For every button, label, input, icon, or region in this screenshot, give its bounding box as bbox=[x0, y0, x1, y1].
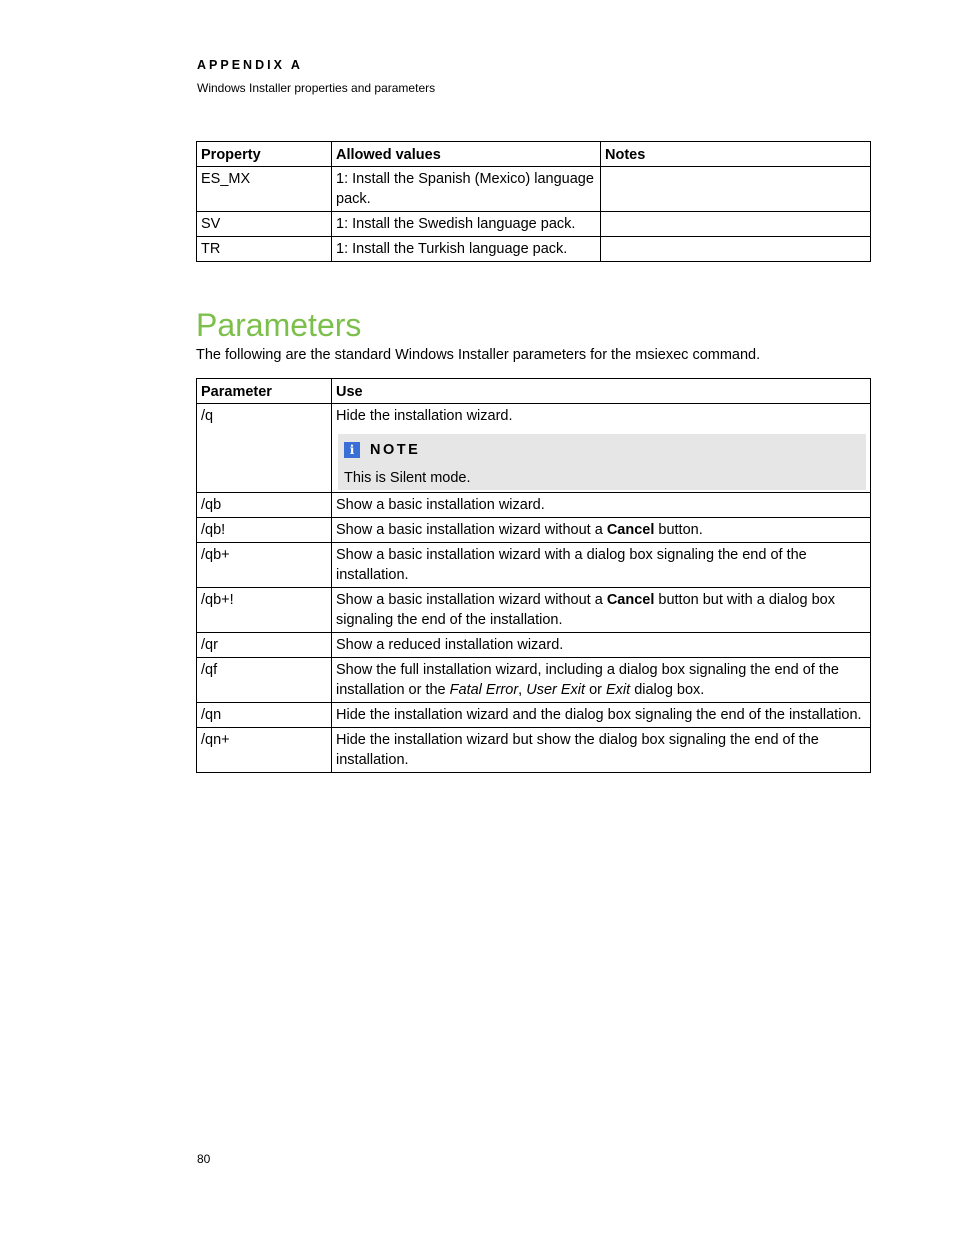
parameter-name: /qn+ bbox=[197, 728, 332, 773]
parameter-name: /qn bbox=[197, 703, 332, 728]
note-header bbox=[344, 440, 860, 460]
exit-term: Exit bbox=[606, 682, 631, 698]
page-number: 80 bbox=[197, 1152, 211, 1166]
parameter-use bbox=[332, 404, 871, 493]
info-icon: i bbox=[344, 442, 360, 458]
parameter-name: /qb+! bbox=[197, 588, 332, 633]
parameter-name: /qr bbox=[197, 633, 332, 658]
table-row bbox=[197, 212, 871, 237]
table-header-row bbox=[197, 379, 871, 404]
parameter-use: Show a reduced installation wizard. bbox=[332, 633, 871, 658]
property-notes bbox=[601, 167, 871, 212]
use-text: button. bbox=[654, 522, 703, 538]
parameter-use bbox=[332, 658, 871, 703]
table-row bbox=[197, 518, 871, 543]
table-row bbox=[197, 404, 871, 493]
allowed-value: 1: Install the Spanish (Mexico) language pack. bbox=[332, 167, 601, 212]
table-row bbox=[197, 543, 871, 588]
note-title: NOTE bbox=[370, 442, 421, 458]
note-box bbox=[338, 434, 866, 490]
property-name: TR bbox=[197, 237, 332, 262]
table-row bbox=[197, 703, 871, 728]
appendix-subtitle: Windows Installer properties and parameters bbox=[197, 81, 436, 95]
column-header-allowed-values: Allowed values bbox=[332, 142, 601, 167]
parameter-use: Show a basic installation wizard with a dialog box signaling the end of the installation. bbox=[332, 543, 871, 588]
parameter-name: /qb bbox=[197, 493, 332, 518]
table-header-row bbox=[197, 142, 871, 167]
column-header-notes: Notes bbox=[601, 142, 871, 167]
table-row bbox=[197, 728, 871, 773]
column-header-use: Use bbox=[332, 379, 871, 404]
property-name: ES_MX bbox=[197, 167, 332, 212]
parameter-use: Hide the installation wizard but show the dialog box signaling the end of the installation. bbox=[332, 728, 871, 773]
allowed-value: 1: Install the Turkish language pack. bbox=[332, 237, 601, 262]
use-text: Show a basic installation wizard without a bbox=[336, 522, 607, 538]
parameter-use: Hide the installation wizard and the dialog box signaling the end of the installation. bbox=[332, 703, 871, 728]
column-header-parameter: Parameter bbox=[197, 379, 332, 404]
fatal-error-term: Fatal Error bbox=[449, 682, 519, 698]
section-intro: The following are the standard Windows Installer parameters for the msiexec command. bbox=[196, 347, 761, 363]
table-row bbox=[197, 237, 871, 262]
cancel-term: Cancel bbox=[606, 522, 655, 538]
property-name: SV bbox=[197, 212, 332, 237]
parameter-name: /qb+ bbox=[197, 543, 332, 588]
property-notes bbox=[601, 212, 871, 237]
use-text: Show a basic installation wizard without a bbox=[336, 592, 607, 608]
use-text: , bbox=[518, 682, 527, 698]
parameter-name: /q bbox=[197, 404, 332, 493]
property-notes bbox=[601, 237, 871, 262]
parameter-use: Show a basic installation wizard. bbox=[332, 493, 871, 518]
appendix-label: APPENDIX A bbox=[197, 58, 303, 72]
parameter-use bbox=[332, 518, 871, 543]
parameter-use-text: Hide the installation wizard. bbox=[336, 408, 513, 424]
note-text: This is Silent mode. bbox=[344, 470, 471, 486]
parameter-name: /qb! bbox=[197, 518, 332, 543]
use-text: or bbox=[585, 682, 606, 698]
parameters-table bbox=[196, 378, 871, 773]
table-row bbox=[197, 588, 871, 633]
parameter-name: /qf bbox=[197, 658, 332, 703]
table-row bbox=[197, 493, 871, 518]
use-text: Show the full installation wizard, including a dialog box signaling the end of the installation or the bbox=[336, 662, 839, 698]
use-text: dialog box. bbox=[630, 682, 705, 698]
properties-table bbox=[196, 141, 871, 262]
table-row bbox=[197, 633, 871, 658]
table-row bbox=[197, 167, 871, 212]
allowed-value: 1: Install the Swedish language pack. bbox=[332, 212, 601, 237]
user-exit-term: User Exit bbox=[526, 682, 586, 698]
parameter-use bbox=[332, 588, 871, 633]
cancel-term: Cancel bbox=[606, 592, 655, 608]
section-heading: Parameters bbox=[196, 307, 362, 343]
column-header-property: Property bbox=[197, 142, 332, 167]
use-text: button but with a dialog box signaling the end of the installation. bbox=[336, 592, 835, 628]
table-row bbox=[197, 658, 871, 703]
